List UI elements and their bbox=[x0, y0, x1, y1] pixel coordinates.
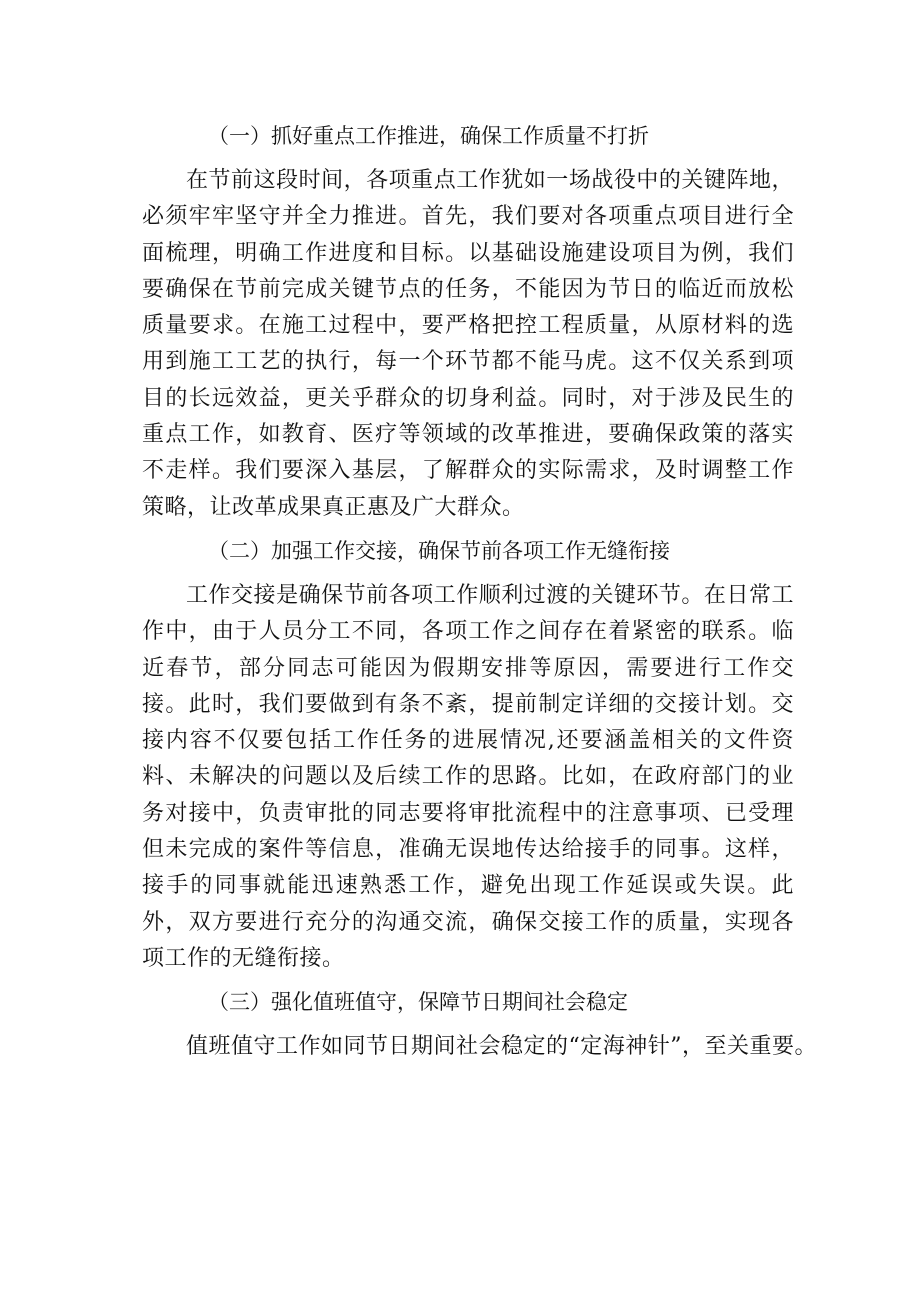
section-heading-2: （二）加强工作交接，确保节前各项工作无缝衔接 bbox=[208, 538, 670, 563]
section-paragraph-1: 在节前这段时间，各项重点工作犹如一场战役中的关键阵地，必须牢牢坚守并全力推进。首先，我们要对各项重点项目进行全面梳理，明确工作进度和目标。以基础设施建设项目为例，我们要确保在节前完成关键节点的任务，不能因为节日的临近而放松质量要求。在施工过程中，要严格把控工程质量，从原材料的选用到施工工艺的执行，每一个环节都不能马虎。这不仅关系到项目的长远效益，更关乎群众的切身利益。同时，对于涉及民生的重点工作，如教育、医疗等领域的改革推进，要确保政策的落实不走样。我们要深入基层，了解群众的实际需求，及时调整工作策略，让改革成果真正惠及广大群众。 bbox=[142, 168, 794, 520]
section-paragraph-3: 值班值守工作如同节日期间社会稳定的“定海神针”，至关重要。 bbox=[186, 1034, 817, 1060]
document-body bbox=[142, 118, 817, 1066]
section-paragraph-2: 工作交接是确保节前各项工作顺利过渡的关键环节。在日常工作中，由于人员分工不同，各项工作之间存在着紧密的联系。临近春节，部分同志可能因为假期安排等原因，需要进行工作交接。此时，我们要做到有条不紊，提前制定详细的交接计划。交接内容不仅要包括工作任务的进展情况,还要涵盖相关的文件资料、未解决的问题以及后续工作的思路。比如，在政府部门的业务对接中，负责审批的同志要将审批流程中的注意事项、已受理但未完成的案件等信息，准确无误地传达给接手的同事。这样，接手的同事就能迅速熟悉工作，避免出现工作延误或失误。此外，双方要进行充分的沟通交流，确保交接工作的质量，实现各项工作的无缝衔接。 bbox=[142, 582, 794, 971]
section-heading-1: （一）抓好重点工作推进，确保工作质量不打折 bbox=[208, 124, 649, 148]
section-heading-3: （三）强化值班值守，保障节日期间社会稳定 bbox=[208, 990, 628, 1015]
